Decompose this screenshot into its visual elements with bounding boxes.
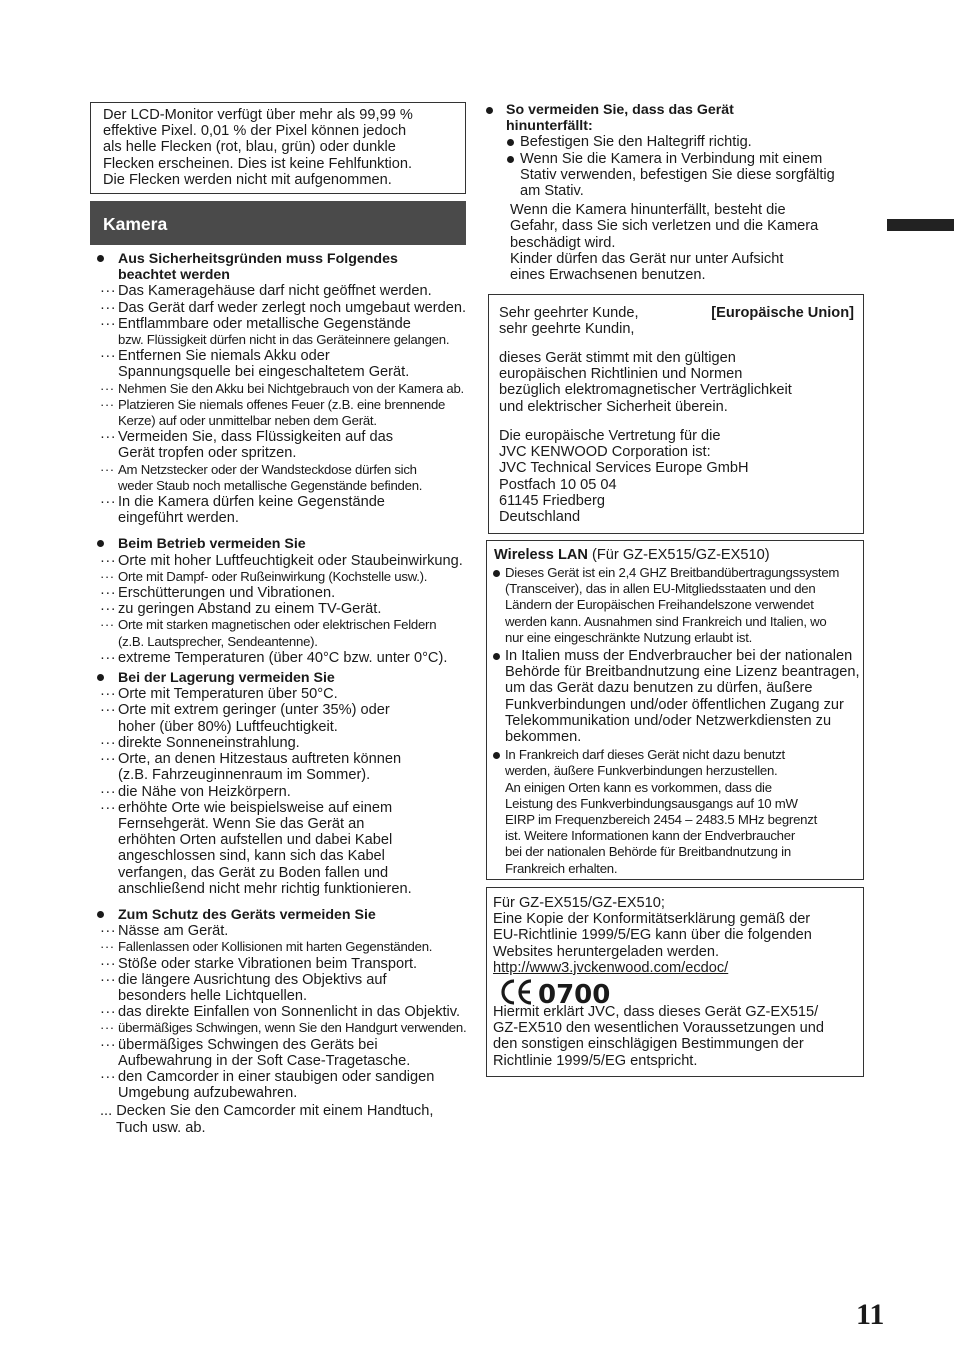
item-marker: ···: [100, 461, 115, 477]
operation-section: [96, 535, 481, 666]
operation-title: [96, 535, 481, 552]
protection-item-line: den Camcorder in einer staubigen oder sandigen: [118, 1068, 435, 1085]
wlan-item-line: In Frankreich darf dieses Gerät nicht dazu benutzt: [505, 747, 785, 763]
protection-item-line: besonders helle Lichtquellen.: [118, 987, 308, 1004]
item-marker: ···: [100, 299, 117, 316]
storage-section: [96, 669, 481, 897]
drop-item-line: Wenn Sie die Kamera in Verbindung mit einem: [520, 150, 823, 167]
doc-declaration-line: Richtlinie 1999/5/EG entspricht.: [493, 1052, 698, 1069]
protection-item: [100, 939, 481, 955]
eu-para1-line: und elektrischer Sicherheit überein.: [499, 398, 728, 415]
protection-item: [100, 1004, 481, 1020]
operation-item-line: zu geringen Abstand zu einem TV-Gerät.: [118, 601, 382, 618]
item-text: [118, 300, 481, 316]
item-text: [118, 397, 481, 429]
eu-greeting-line: Sehr geehrter Kunde,: [499, 305, 639, 321]
wlan-item-line: Behörde für Breitbandnutzung eine Lizenz beantragen,: [505, 664, 860, 681]
drop-title: [486, 102, 864, 134]
drop-item-line: Befestigen Sie den Haltegriff richtig.: [520, 134, 752, 151]
storage-item: [100, 800, 481, 897]
lcd-note-line: effektive Pixel. 0,01 % der Pixel können jedoch: [103, 123, 407, 140]
item-marker: ···: [100, 971, 117, 988]
item-text: [118, 462, 481, 494]
operation-item-line: Orte mit Dampf- oder Rußeinwirkung (Kochstelle usw.).: [118, 568, 428, 584]
item-text: [118, 569, 481, 585]
safety-item-line: eingeführt werden.: [118, 510, 239, 527]
safety-item-line: In die Kamera dürfen keine Gegenstände: [118, 494, 385, 511]
storage-item-line: angeschlossen sind, kann sich das Kabel: [118, 848, 385, 865]
item-marker: ···: [100, 552, 117, 569]
safety-item: [100, 429, 481, 461]
protection-item-line: Aufbewahrung in der Soft Case-Tragetasche.: [118, 1052, 411, 1069]
safety-item-line: Das Gerät darf weder zerlegt noch umgebaut werden.: [118, 299, 467, 316]
item-marker: ···: [100, 799, 117, 816]
safety-item-line: Spannungsquelle bei eingeschaltetem Gerät.: [118, 364, 410, 381]
eu-para2-line: Deutschland: [499, 509, 581, 526]
eu-para1-line: dieses Gerät stimmt mit den gültigen: [499, 350, 736, 366]
eu-para2-line: JVC Technical Services Europe GmbH: [499, 460, 749, 477]
item-marker: ···: [100, 429, 117, 446]
safety-item: [100, 316, 481, 332]
wlan-item: [491, 565, 863, 646]
wlan-item-line: Leistung des Funkverbindungsausgangs auf 10 mW: [505, 795, 798, 811]
drop-title-line: hinunterfällt:: [506, 118, 593, 135]
doc-declaration-line: den sonstigen einschlägigen Bestimmungen der: [493, 1036, 804, 1053]
eu-greeting: [499, 305, 639, 337]
eu-para2-line: JVC KENWOOD Corporation ist:: [499, 444, 711, 461]
item-text: [118, 283, 481, 299]
section-title: Kamera: [103, 214, 168, 234]
lcd-note-line: als helle Flecken (rot, blau, grün) oder dunkle: [103, 139, 396, 156]
eu-para2-line: Postfach 10 05 04: [499, 476, 617, 493]
item-marker: ···: [100, 585, 117, 602]
item-text: [118, 923, 481, 939]
safety-item-line: Entflammbare oder metallische Gegenstände: [118, 315, 411, 332]
item-marker: [505, 151, 520, 200]
item-text: [118, 348, 481, 380]
item-marker: ···: [100, 1004, 117, 1021]
safety-item: [100, 494, 481, 526]
wlan-box: [486, 540, 864, 880]
item-text: [505, 747, 863, 877]
left-column: [96, 250, 481, 1136]
operation-item: [100, 650, 481, 666]
item-text: [520, 151, 864, 200]
drop-item: [505, 151, 864, 200]
safety-item-line: bzw. Flüssigkeit dürfen nicht in das Geräteinnere gelangen.: [118, 332, 450, 348]
item-marker: ···: [100, 702, 117, 719]
safety-item-line: Gerät tropfen oder spritzen.: [118, 445, 297, 462]
ce-number: 0700: [538, 980, 610, 1006]
safety-item: [100, 283, 481, 299]
item-text: [118, 784, 481, 800]
eu-para1-line: europäischen Richtlinien und Normen: [499, 366, 743, 383]
storage-item-line: erhöhten Orten aufstellen und dabei Kabel: [118, 832, 393, 849]
storage-item: [100, 702, 481, 734]
wlan-item-line: nur eine eingeschränkte Nutzung erlaubt ist.: [505, 629, 753, 645]
eu-tag: [Europäische Union]: [711, 305, 854, 321]
item-text: [118, 1037, 481, 1069]
drop-paragraph-line: beschädigt wird.: [510, 234, 616, 251]
operation-item: [100, 617, 481, 649]
page-number: 11: [856, 1298, 885, 1331]
item-marker: ···: [100, 751, 117, 768]
eu-para2-line: 61145 Friedberg: [499, 492, 606, 509]
protection-item-line: Umgebung aufzubewahren.: [118, 1085, 298, 1102]
wlan-item-line: bei der nationalen Behörde für Breitbandnutzung in: [505, 844, 791, 860]
eu-para1-line: bezüglich elektromagnetischer Verträglichkeit: [499, 382, 792, 399]
wlan-item-line: werden, äußere Funkverbindungen herzustellen.: [505, 763, 778, 779]
item-marker: ···: [100, 1068, 117, 1085]
protection-item: [100, 972, 481, 1004]
safety-item: [100, 397, 481, 429]
eu-greeting-line: sehr geehrte Kundin,: [499, 321, 635, 338]
section-header-kamera: [90, 201, 466, 245]
wlan-item-line: Telekommunikation und/oder Netzwerkdiensten zu: [505, 712, 832, 729]
operation-title-line: Beim Betrieb vermeiden Sie: [118, 536, 306, 553]
item-marker: ···: [100, 380, 115, 396]
wlan-items: [491, 565, 863, 877]
storage-item: [100, 784, 481, 800]
doc-line: Für GZ-EX515/GZ-EX510;: [493, 895, 665, 911]
ce-mark-icon: [498, 978, 610, 1006]
item-marker: ···: [100, 396, 115, 412]
safety-item-line: Das Kameragehäuse darf nicht geöffnet werden.: [118, 283, 432, 300]
doc-line: Eine Kopie der Konformitätserklärung gemäß der: [493, 911, 811, 928]
drop-paragraph-line: Gefahr, dass Sie sich verletzen und die Kamera: [510, 218, 819, 235]
item-text: [118, 553, 481, 569]
item-marker: ···: [100, 783, 117, 800]
protection-title-line: Zum Schutz des Geräts vermeiden Sie: [118, 906, 376, 923]
wlan-item-line: Frankreich erhalten.: [505, 860, 618, 876]
safety-title-line: beachtet werden: [118, 267, 230, 284]
item-text: [118, 751, 481, 783]
doc-link[interactable]: http://www3.jvckenwood.com/ecdoc/: [493, 960, 729, 976]
item-text: [505, 565, 863, 646]
doc-declaration-line: GZ-EX510 den wesentlichen Voraussetzungen und: [493, 1020, 825, 1037]
wlan-title: Wireless LAN (Für GZ-EX515/GZ-EX510): [494, 547, 770, 563]
item-text: [520, 134, 864, 150]
safety-item-line: Am Netzstecker oder der Wandsteckdose dürfen sich: [118, 461, 417, 477]
storage-item: [100, 751, 481, 783]
doc-box: [486, 887, 864, 1077]
storage-item-line: Fernsehgerät. Wenn Sie das Gerät an: [118, 815, 365, 832]
item-marker: ···: [100, 568, 115, 584]
item-text: [118, 601, 481, 617]
protection-last: ... Decken Sie den Camcorder mit einem Handtuch, Tuch usw. ab.: [100, 1103, 434, 1136]
safety-item-line: weder Staub noch metallische Gegenstände befinden.: [118, 477, 423, 493]
drop-item-line: am Stativ.: [520, 183, 584, 200]
storage-title: [96, 669, 481, 686]
operation-item: [100, 569, 481, 585]
drop-paragraph-line: Kinder dürfen das Gerät nur unter Aufsicht: [510, 250, 784, 267]
safety-item: [100, 381, 481, 397]
storage-item-line: Orte mit extrem geringer (unter 35%) oder: [118, 702, 390, 719]
lcd-note-line: Flecken erscheinen. Dies ist keine Fehlfunktion.: [103, 155, 413, 172]
storage-item: [100, 735, 481, 751]
operation-item-line: (z.B. Lautsprecher, Sendeantenne).: [118, 633, 318, 649]
item-text: [118, 735, 481, 751]
operation-item: [100, 585, 481, 601]
wlan-item-line: (Transceiver), das in allen EU-Mitgliedsstaaten und den: [505, 581, 816, 597]
item-marker: [491, 648, 505, 745]
operation-item-line: Erschütterungen und Vibrationen.: [118, 585, 336, 602]
wlan-item: [491, 648, 863, 745]
storage-item-line: hoher (über 80%) Luftfeuchtigkeit.: [118, 718, 338, 735]
item-text: [118, 429, 481, 461]
safety-item: [100, 348, 481, 380]
safety-item-line: Vermeiden Sie, dass Flüssigkeiten auf das: [118, 429, 394, 446]
doc-declaration: [493, 1004, 824, 1069]
safety-item-line: Nehmen Sie den Akku bei Nichtgebrauch von der Kamera ab.: [118, 380, 464, 396]
drop-paragraph-line: eines Erwachsenen benutzen.: [510, 267, 706, 284]
item-marker: ···: [100, 955, 117, 972]
item-marker: ···: [100, 734, 117, 751]
lcd-note-line: Der LCD-Monitor verfügt über mehr als 99,99 %: [103, 107, 413, 123]
item-marker: ···: [100, 315, 117, 332]
drop-paragraph-line: Wenn die Kamera hinunterfällt, besteht die: [510, 202, 786, 219]
safety-title-line: Aus Sicherheitsgründen muss Folgendes: [118, 251, 398, 267]
item-text: [118, 1069, 481, 1101]
item-text: [505, 648, 863, 745]
wlan-item-line: EIRP im Frequenzbereich 2454 – 2483.5 MHz begrenzt: [505, 812, 817, 828]
operation-item-line: Orte mit starken magnetischen oder elektrischen Feldern: [118, 617, 437, 633]
item-marker: ···: [100, 283, 117, 300]
wlan-item-line: ist. Weitere Informationen kann der Endverbraucher: [505, 828, 795, 844]
doc-line: EU-Richtlinie 1999/5/EG kann über die folgenden: [493, 927, 812, 944]
item-marker: [505, 134, 520, 150]
drop-item: [505, 134, 864, 150]
storage-item-line: anschließend nicht mehr richtig funktionieren.: [118, 880, 412, 897]
wlan-item-line: Dieses Gerät ist ein 2,4 GHZ Breitbandübertragungssystem: [505, 565, 840, 580]
doc-text: [493, 895, 812, 960]
item-text: [118, 686, 481, 702]
protection-item-line: Nässe am Gerät.: [118, 923, 229, 940]
safety-section: [96, 250, 481, 526]
item-marker: ···: [100, 1036, 117, 1053]
protection-item: [100, 923, 481, 939]
item-marker: ···: [100, 686, 117, 703]
storage-item-line: Orte mit Temperaturen über 50°C.: [118, 686, 338, 703]
protection-item: [100, 1069, 481, 1101]
wlan-item-line: Funkverbindungen und/oder öffentlichen Zugang zur: [505, 696, 844, 713]
protection-item-line: das direkte Einfallen von Sonnenlicht in das Objektiv.: [118, 1004, 461, 1021]
protection-item-line: Fallenlassen oder Kollisionen mit harten Gegenständen.: [118, 939, 433, 955]
thumb-index-mark: [887, 219, 954, 231]
item-text: [118, 332, 481, 348]
eu-paragraph-2: [499, 428, 749, 525]
item-marker: [100, 332, 118, 348]
item-text: [118, 316, 481, 332]
drop-paragraph: [510, 202, 864, 283]
item-marker: [491, 747, 505, 877]
item-text: [118, 800, 481, 897]
item-marker: ···: [100, 348, 117, 365]
wlan-item-line: um das Gerät dazu benutzen zu dürfen, äußere: [505, 680, 813, 697]
item-text: [118, 650, 481, 666]
item-marker: ···: [100, 923, 117, 940]
wlan-item-line: bekommen.: [505, 729, 582, 746]
item-text: [118, 617, 481, 649]
item-marker: ···: [100, 1020, 115, 1036]
item-marker: [491, 565, 505, 646]
wlan-item-line: An einigen Orten kann es vorkommen, dass die: [505, 779, 772, 795]
item-text: [118, 494, 481, 526]
item-text: [118, 956, 481, 972]
doc-line: Websites heruntergeladen werden.: [493, 943, 720, 960]
operation-item: [100, 601, 481, 617]
safety-item-line: Platzieren Sie niemals offenes Feuer (z.B. eine brennende: [118, 396, 446, 412]
protection-item: [100, 1020, 481, 1036]
storage-item-line: Orte, an denen Hitzestaus auftreten können: [118, 751, 402, 768]
protection-title: [96, 906, 481, 923]
storage-item-line: direkte Sonneneinstrahlung.: [118, 734, 300, 751]
doc-declaration-line: Hiermit erklärt JVC, dass dieses Gerät GZ-EX515/: [493, 1004, 819, 1020]
drop-item-line: Stativ verwenden, befestigen Sie diese sorgfältig: [520, 166, 835, 183]
item-marker: ···: [100, 649, 117, 666]
operation-item-line: Orte mit hoher Luftfeuchtigkeit oder Staubeinwirkung.: [118, 552, 463, 569]
wlan-item-line: Ländern der Europäischen Freihandelszone verwendet: [505, 597, 814, 613]
storage-item-line: erhöhte Orte wie beispielsweise auf einem: [118, 799, 393, 816]
item-marker: ···: [100, 939, 115, 955]
operation-item-line: extreme Temperaturen (über 40°C bzw. unter 0°C).: [118, 649, 448, 666]
item-text: [118, 381, 481, 397]
safety-item: [100, 332, 481, 348]
protection-section: [96, 906, 481, 1136]
item-marker: ···: [100, 617, 115, 633]
wlan-item-line: werden kann. Ausnahmen sind Frankreich und Italien, wo: [505, 613, 827, 629]
storage-item-line: verfangen, das Gerät zu Boden fallen und: [118, 864, 389, 881]
storage-item-line: die Nähe von Heizkörpern.: [118, 783, 291, 800]
item-text: [118, 939, 481, 955]
lcd-note-line: Die Flecken werden nicht mit aufgenommen.: [103, 171, 392, 188]
drop-title-line: So vermeiden Sie, dass das Gerät: [506, 102, 734, 118]
protection-item-line: übermäßiges Schwingen, wenn Sie den Handgurt verwenden.: [118, 1020, 467, 1036]
item-text: [118, 585, 481, 601]
wlan-item: [491, 747, 863, 877]
eu-paragraph-1: [499, 350, 792, 415]
item-marker: ···: [100, 494, 117, 511]
item-text: [118, 972, 481, 1004]
drop-section: [486, 102, 864, 283]
protection-item-line: die längere Ausrichtung des Objektivs auf: [118, 971, 387, 988]
safety-item-line: Kerze) auf oder unmittelbar neben dem Gerät.: [118, 413, 377, 429]
safety-item: [100, 462, 481, 494]
item-marker: ···: [100, 601, 117, 618]
safety-item: [100, 300, 481, 316]
lcd-note-box: [90, 102, 466, 194]
item-text: [118, 1004, 481, 1020]
protection-item: [100, 956, 481, 972]
eu-box: [488, 294, 864, 534]
wlan-item-line: In Italien muss der Endverbraucher bei der nationalen: [505, 648, 853, 665]
safety-item-line: Entfernen Sie niemals Akku oder: [118, 348, 330, 365]
item-text: [118, 702, 481, 734]
operation-item: [100, 553, 481, 569]
storage-title-line: Bei der Lagerung vermeiden Sie: [118, 670, 335, 687]
item-text: [118, 1020, 481, 1036]
eu-para2-line: Die europäische Vertretung für die: [499, 428, 721, 444]
safety-title: [96, 250, 481, 283]
protection-item-line: Stöße oder starke Vibrationen beim Transport.: [118, 955, 418, 972]
storage-item: [100, 686, 481, 702]
protection-item: [100, 1037, 481, 1069]
protection-item-line: übermäßiges Schwingen des Geräts bei: [118, 1036, 378, 1053]
storage-item-line: (z.B. Fahrzeuginnenraum im Sommer).: [118, 767, 371, 784]
lcd-note-text: [103, 107, 413, 188]
